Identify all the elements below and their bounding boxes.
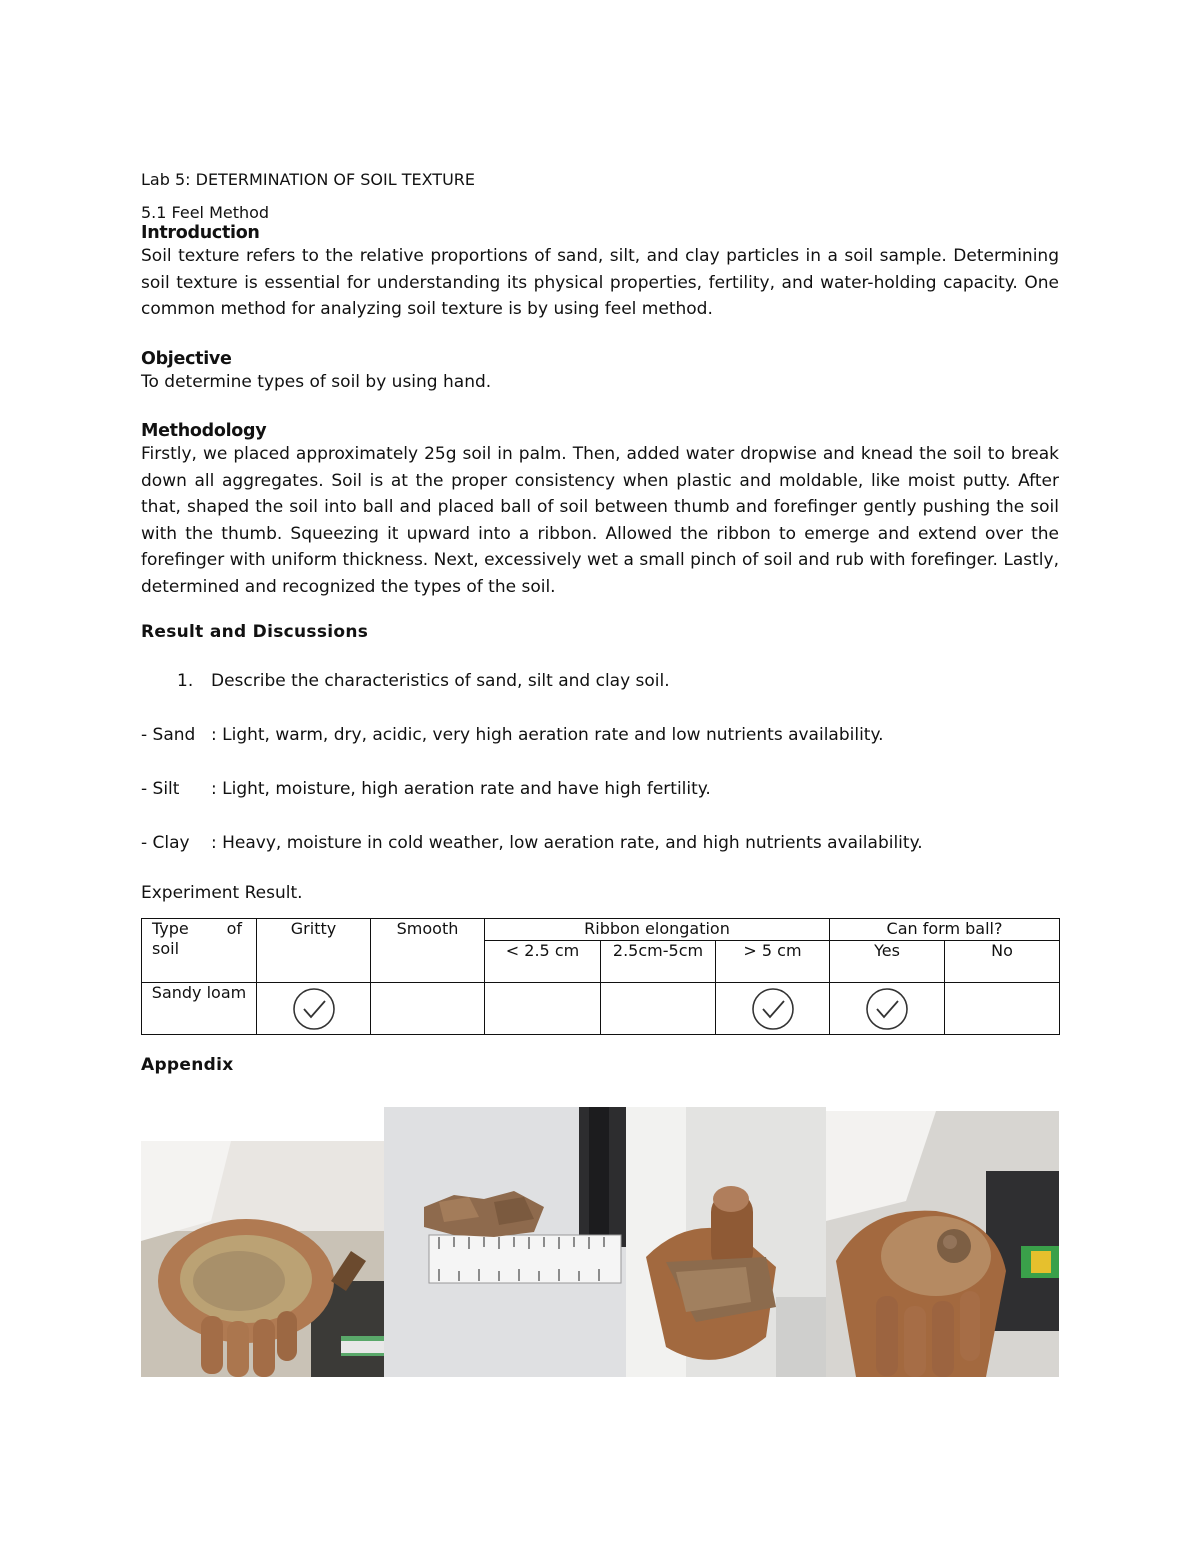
description-value: : Heavy, moisture in cold weather, low aeration rate, and high nutrients availability. bbox=[211, 833, 923, 853]
cell-ribbon-lt bbox=[485, 983, 601, 1035]
cell-yes bbox=[830, 983, 945, 1035]
header-soil-word: soil bbox=[152, 939, 180, 958]
header-of-word: of bbox=[226, 919, 242, 938]
document-page bbox=[141, 170, 1059, 1075]
lab-title: Lab 5: DETERMINATION OF SOIL TEXTURE bbox=[141, 170, 476, 189]
question-item bbox=[141, 668, 1059, 694]
header-ribbon-elongation: Ribbon elongation bbox=[485, 919, 830, 941]
cell-gritty bbox=[257, 983, 371, 1035]
checkmark-icon bbox=[751, 987, 795, 1031]
cell-ribbon-gt bbox=[716, 983, 830, 1035]
header-type-of-soil bbox=[142, 919, 257, 983]
result-table bbox=[141, 918, 1060, 1035]
palm-with-wet-soil-photo bbox=[141, 1141, 384, 1377]
introduction-heading: Introduction bbox=[141, 223, 260, 243]
header-ribbon-lt: < 2.5 cm bbox=[485, 941, 601, 983]
header-yes: Yes bbox=[830, 941, 945, 983]
header-type-word: Type bbox=[152, 919, 189, 938]
header-ribbon-gt: > 5 cm bbox=[716, 941, 830, 983]
subsection-title: 5.1 Feel Method bbox=[141, 203, 270, 222]
question-text: Describe the characteristics of sand, silt and clay soil. bbox=[211, 671, 670, 691]
description-silt bbox=[141, 776, 1059, 802]
appendix-heading: Appendix bbox=[141, 1055, 234, 1075]
experiment-result-label: Experiment Result. bbox=[141, 883, 303, 903]
description-value: : Light, warm, dry, acidic, very high aeration rate and low nutrients availability. bbox=[211, 725, 884, 745]
methodology-text: Firstly, we placed approximately 25g soil in palm. Then, added water dropwise and knead the soil to break down all aggregates. Soil is at the proper consistency when plastic and moldable, like moist putty. After that, shaped the soil into ball and placed ball of soil between thumb and forefinger gently pushing the soil with the thumb. Squeezing it upward into a ribbon. Allowed the ribbon to emerge and extend over the forefinger with uniform thickness. Next, excessively wet a small pinch of soil and rub with forefinger. Lastly, determined and recognized the types of the soil. bbox=[141, 444, 1059, 597]
description-key: - Clay bbox=[141, 833, 190, 853]
checkmark-icon bbox=[292, 987, 336, 1031]
header-no: No bbox=[945, 941, 1060, 983]
soil-ribbon-on-ruler-photo bbox=[384, 1107, 626, 1377]
description-sand bbox=[141, 722, 1059, 748]
description-value: : Light, moisture, high aeration rate and have high fertility. bbox=[211, 779, 711, 799]
cell-smooth bbox=[371, 983, 485, 1035]
header-can-form-ball: Can form ball? bbox=[830, 919, 1060, 941]
introduction-text: Soil texture refers to the relative proportions of sand, silt, and clay particles in a soil sample. Determining soil texture is essential for understanding its physical properties, fertility, and water-holding capacity. One common method for analyzing soil texture is by using feel method. bbox=[141, 246, 1059, 319]
description-clay bbox=[141, 830, 1059, 856]
header-ribbon-mid: 2.5cm-5cm bbox=[601, 941, 716, 983]
description-key: - Sand bbox=[141, 725, 196, 745]
header-smooth: Smooth bbox=[371, 919, 485, 983]
question-number: 1. bbox=[177, 671, 194, 691]
row-type-sandy-loam: Sandy loam bbox=[142, 983, 257, 1035]
soil-ball-in-palm-photo bbox=[826, 1111, 1059, 1377]
cell-no bbox=[945, 983, 1060, 1035]
header-gritty: Gritty bbox=[257, 919, 371, 983]
thumb-squeezing-soil-photo bbox=[626, 1107, 826, 1377]
results-heading: Result and Discussions bbox=[141, 622, 369, 642]
checkmark-icon bbox=[865, 987, 909, 1031]
appendix-photos bbox=[141, 1107, 1059, 1377]
description-key: - Silt bbox=[141, 779, 180, 799]
cell-ribbon-mid bbox=[601, 983, 716, 1035]
methodology-heading: Methodology bbox=[141, 421, 267, 441]
objective-text: To determine types of soil by using hand. bbox=[141, 371, 492, 392]
objective-heading: Objective bbox=[141, 348, 232, 369]
